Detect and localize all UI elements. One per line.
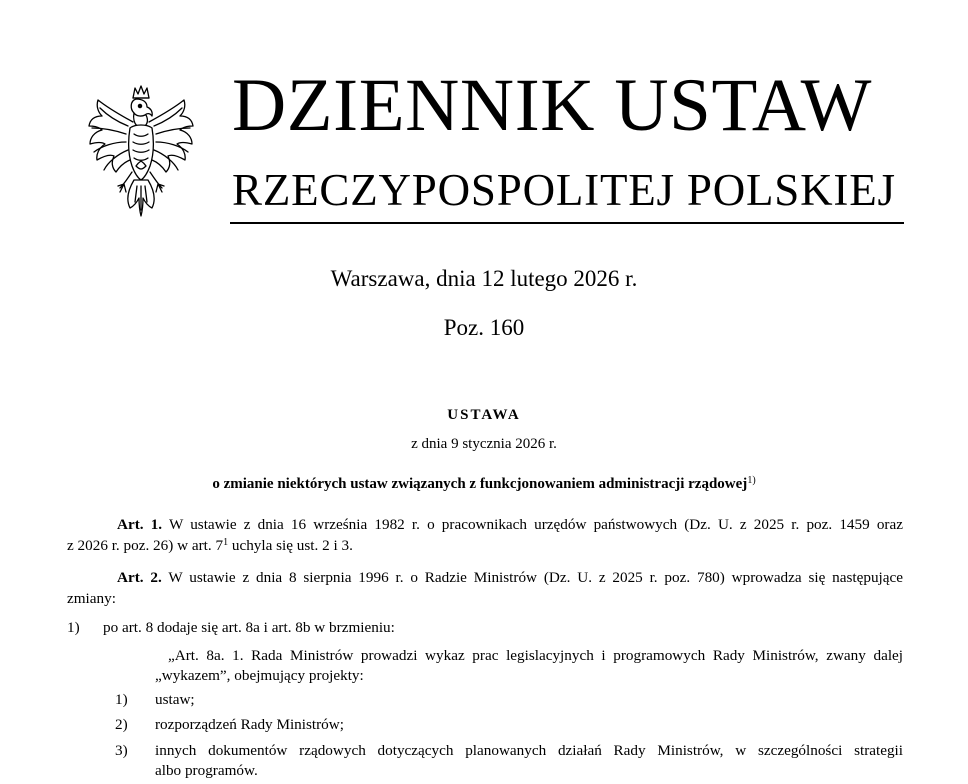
journal-title: DZIENNIK USTAW — [232, 64, 873, 147]
art-1-line-1 — [67, 515, 903, 535]
journal-subtitle: RZECZYPOSPOLITEJ POLSKIEJ — [232, 165, 896, 215]
act-title — [0, 474, 968, 494]
subpoint-1-text: ustaw; — [155, 691, 195, 708]
issue-dateline: Warszawa, dnia 12 lutego 2026 r. — [330, 266, 638, 291]
subpoint-3-text-2: albo programów. — [155, 762, 258, 779]
art-2-line-2: zmiany: — [67, 590, 116, 607]
art-1-text-2a: z 2026 r. poz. 26) w art. 7 — [67, 537, 224, 554]
art-1-text-1: W ustawie z dnia 16 września 1982 r. o pracownikach urzędów państwowych (Dz. U. z 2025 r. poz. 1459 oraz — [168, 516, 903, 533]
art-8a-text-1: „Art. 8a. 1. Rada Ministrów prowadzi wykaz prac legislacyjnych i programowych Rady Ministrów, zwany dalej — [168, 647, 903, 664]
art-2-line-1 — [67, 568, 903, 588]
footnote-link[interactable]: 1) — [747, 475, 756, 486]
act-title-text: o zmianie niektórych ustaw związanych z funkcjonowaniem administracji rządowej — [212, 476, 748, 492]
art-1-sup: 1 — [223, 537, 229, 548]
subpoint-2-number: 2) — [115, 716, 128, 733]
art-2-text-1: W ustawie z dnia 8 sierpnia 1996 r. o Radzie Ministrów (Dz. U. z 2025 r. poz. 780) wprowadza się następujące — [168, 569, 903, 586]
art-1-text-2b: uchyla się ust. 2 i 3. — [228, 537, 353, 554]
issue-position: Poz. 160 — [443, 315, 525, 340]
art-1-label: Art. 1. — [117, 516, 163, 533]
point-1-text: po art. 8 dodaje się art. 8a i art. 8b w brzmieniu: — [103, 619, 395, 636]
act-type: USTAWA — [447, 407, 521, 423]
subpoint-3-text-1: innych dokumentów rządowych dotyczących planowanych działań Rady Ministrów, w szczególności strategii — [155, 742, 903, 759]
subpoint-2-text: rozporządzeń Rady Ministrów; — [155, 716, 344, 733]
point-1-number: 1) — [67, 619, 80, 636]
subpoint-1-number: 1) — [115, 691, 128, 708]
art-2-label: Art. 2. — [117, 569, 162, 586]
act-date: z dnia 9 stycznia 2026 r. — [411, 436, 557, 452]
polish-eagle-emblem-icon — [84, 82, 198, 222]
masthead-divider — [230, 222, 904, 224]
subpoint-3-number: 3) — [115, 742, 128, 759]
art-8a-line-2: „wykazem”, obejmujący projekty: — [155, 667, 364, 684]
art-8a-line-1 — [155, 646, 903, 666]
art-1-line-2 — [67, 536, 353, 556]
